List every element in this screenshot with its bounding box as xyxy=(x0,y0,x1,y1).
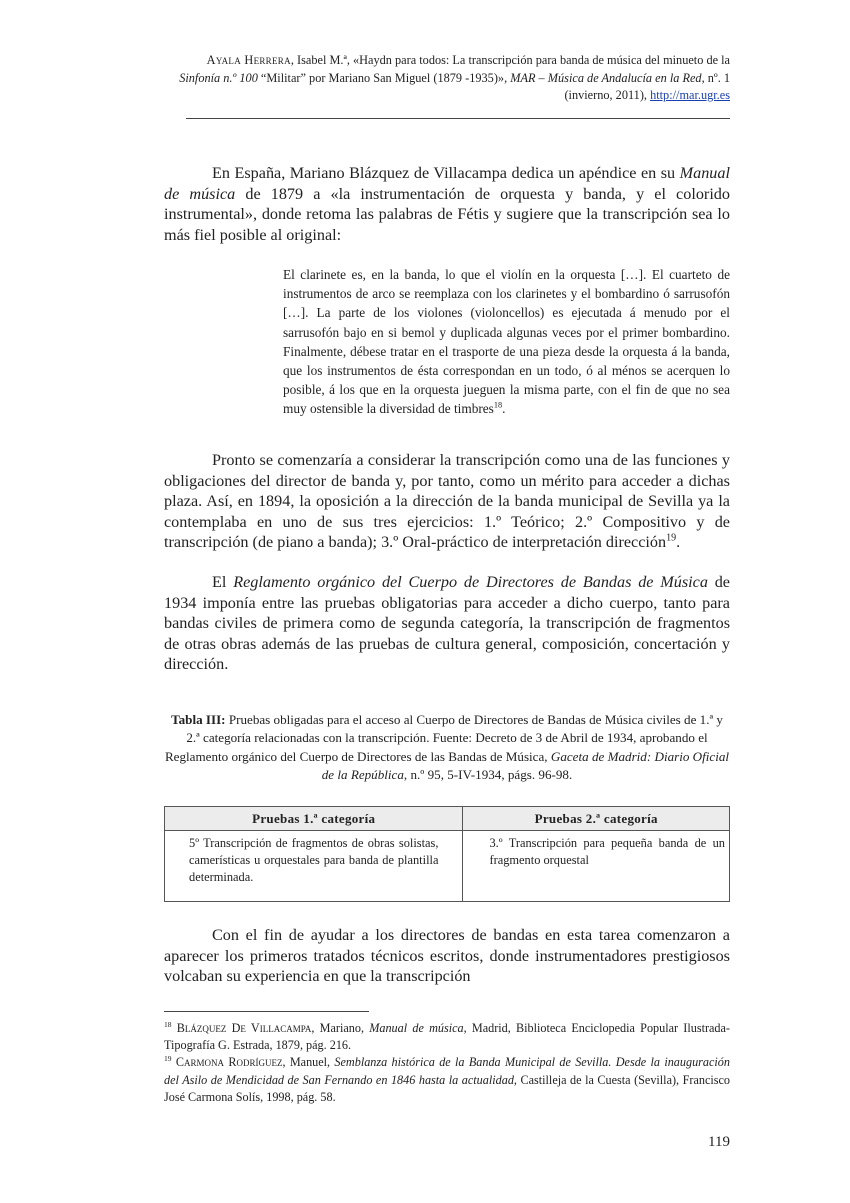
footnote-author: Carmona Rodríguez xyxy=(175,1055,283,1070)
table-cell: 3.º Transcripción para pequeña banda de un fragmento orquestal xyxy=(463,831,730,902)
p1-italic: Manual de música xyxy=(164,164,730,203)
footnote-italic: Semblanza histórica de la Banda Municipal de Sevilla. Desde la inauguración del Asilo de Mendicidad de San Fernando en 1846 hasta la actualidad xyxy=(164,1055,730,1087)
table-row xyxy=(165,831,730,902)
footnote-divider xyxy=(164,1011,369,1012)
running-header xyxy=(175,52,730,105)
footnote-text-b: , Madrid, Biblioteca Enciclopedia Popular Ilustrada-Tipografía G. Estrada, 1879, pág. 216. xyxy=(164,1021,730,1053)
p3-italic: Reglamento orgánico del Cuerpo de Directores de Bandas de Música xyxy=(233,573,708,591)
footnotes xyxy=(164,1020,730,1106)
footnote-text-b: , Castilleja de la Cuesta (Sevilla), Francisco José Carmona Solís, 1998, pág. 58. xyxy=(164,1072,730,1104)
caption-label: Tabla III: xyxy=(171,712,226,727)
p2-text: Pronto se comenzaría a considerar la transcripción como una de las funciones y obligaciones del director de banda y, por tanto, como un mérito para acceder a dichas plaza. Así, en 1894, la oposición a la dirección de la banda municipal de Sevilla ya la contemplaba en uno de sus tres ejercicios: 1.º Teórico; 2.º Compositivo y de transcripción (de piano a banda); 3.º Oral-práctico de interpretación dirección xyxy=(164,451,730,552)
header-author-rest: , Isabel M.ª, «Haydn para todos: La transcripción para banda de música del minueto de la xyxy=(290,53,730,67)
header-work: Sinfonía n.º 100 xyxy=(179,70,258,85)
paragraph-4 xyxy=(164,925,730,987)
footnote-18 xyxy=(164,1020,730,1054)
header-divider xyxy=(186,118,730,119)
p1-text-a: En España, Mariano Blázquez de Villacampa dedica un apéndice en su xyxy=(212,164,680,182)
quote-end: . xyxy=(502,401,506,417)
paragraph-3 xyxy=(164,572,730,675)
header-author: Ayala Herrera xyxy=(206,53,291,67)
footnote-text-a: , Manuel, xyxy=(282,1055,335,1070)
paragraph-2 xyxy=(164,450,730,553)
p3-text-a: El xyxy=(212,573,234,591)
p2-end: . xyxy=(676,533,681,552)
header-url-link[interactable]: http://mar.ugr.es xyxy=(650,88,730,102)
footnote-19 xyxy=(164,1054,730,1106)
table-header-row xyxy=(165,807,730,831)
footnote-number: 19 xyxy=(164,1054,172,1064)
header-issue: , nº. 1 (invierno, 2011), xyxy=(564,70,730,102)
caption-text-a: Pruebas obligadas para el acceso al Cuerpo de Directores de Bandas de Música civiles de 1.ª y 2.ª categoría relacionadas con la transcripción. Fuente: Decreto de 3 de Abril de 1934, aprobando el Reglamento orgánico del Cuerpo de Directores de las Bandas de Música, xyxy=(164,712,723,764)
caption-text-b: , n.º 95, 5-IV-1934, págs. 96-98. xyxy=(403,766,573,782)
table-header-cell: Pruebas 2.ª categoría xyxy=(463,807,730,831)
p3-text-b: de 1934 imponía entre las pruebas obligatorias para acceder a dicho cuerpo, tanto para bandas civiles de primera como de segunda categoría, la transcripción de fragmentos de otras obras además de las pruebas de cultura general, composición, concertación y dirección. xyxy=(164,573,730,674)
footnote-ref-19[interactable]: 19 xyxy=(666,532,677,544)
block-quote xyxy=(283,265,730,419)
paragraph-1 xyxy=(164,163,730,245)
header-work-rest: “Militar” por Mariano San Miguel (1879 -1935)», xyxy=(257,70,511,85)
p4-text: Con el fin de ayudar a los directores de bandas en esta tarea comenzaron a aparecer los primeros tratados técnicos escritos, donde instrumentadores prestigiosos volcaban su experiencia en que la transcripción xyxy=(164,926,730,986)
data-table xyxy=(164,806,730,902)
table-header-cell: Pruebas 1.ª categoría xyxy=(165,807,463,831)
footnote-italic: Manual de música xyxy=(369,1021,464,1035)
p1-text-b: de 1879 a «la instrumentación de orquesta y banda, y el colorido instrumental», donde retoma las palabras de Fétis y sugiere que la transcripción sea lo más fiel posible al original: xyxy=(164,184,730,244)
header-journal: MAR – Música de Andalucía en la Red xyxy=(510,70,702,85)
footnote-ref-18[interactable]: 18 xyxy=(493,401,503,410)
quote-text: El clarinete es, en la banda, lo que el violín en la orquesta […]. El cuarteto de instrumentos de arco se reemplaza con los clarinetes y el bombardino ó sarrusofón […]. La parte de los violones (violoncellos) es ejecutada á menudo por el sarrusofón bajo en si bemol y duplicada algunas veces por el primer bombardino. Finalmente, débese tratar en el trasporte de una pieza desde la orquesta á la banda, que los instrumentos de ésta correspondan en un todo, ó al ménos se acerquen lo posible, á los que en la orquesta jueguen la misma parte, con el fin de que no sea muy ostensible la diversidad de timbres xyxy=(283,267,730,417)
page-number: 119 xyxy=(708,1134,730,1150)
caption-italic: Gaceta de Madrid: Diario Oficial de la República xyxy=(321,748,730,782)
table-cell: 5º Transcripción de fragmentos de obras solistas, camerísticas u orquestales para banda de plantilla determinada. xyxy=(165,831,463,902)
table-caption xyxy=(164,711,730,784)
footnote-text-a: , Mariano, xyxy=(311,1021,370,1035)
footnote-number: 18 xyxy=(164,1019,172,1029)
footnote-author: Blázquez De Villacampa xyxy=(176,1021,312,1035)
